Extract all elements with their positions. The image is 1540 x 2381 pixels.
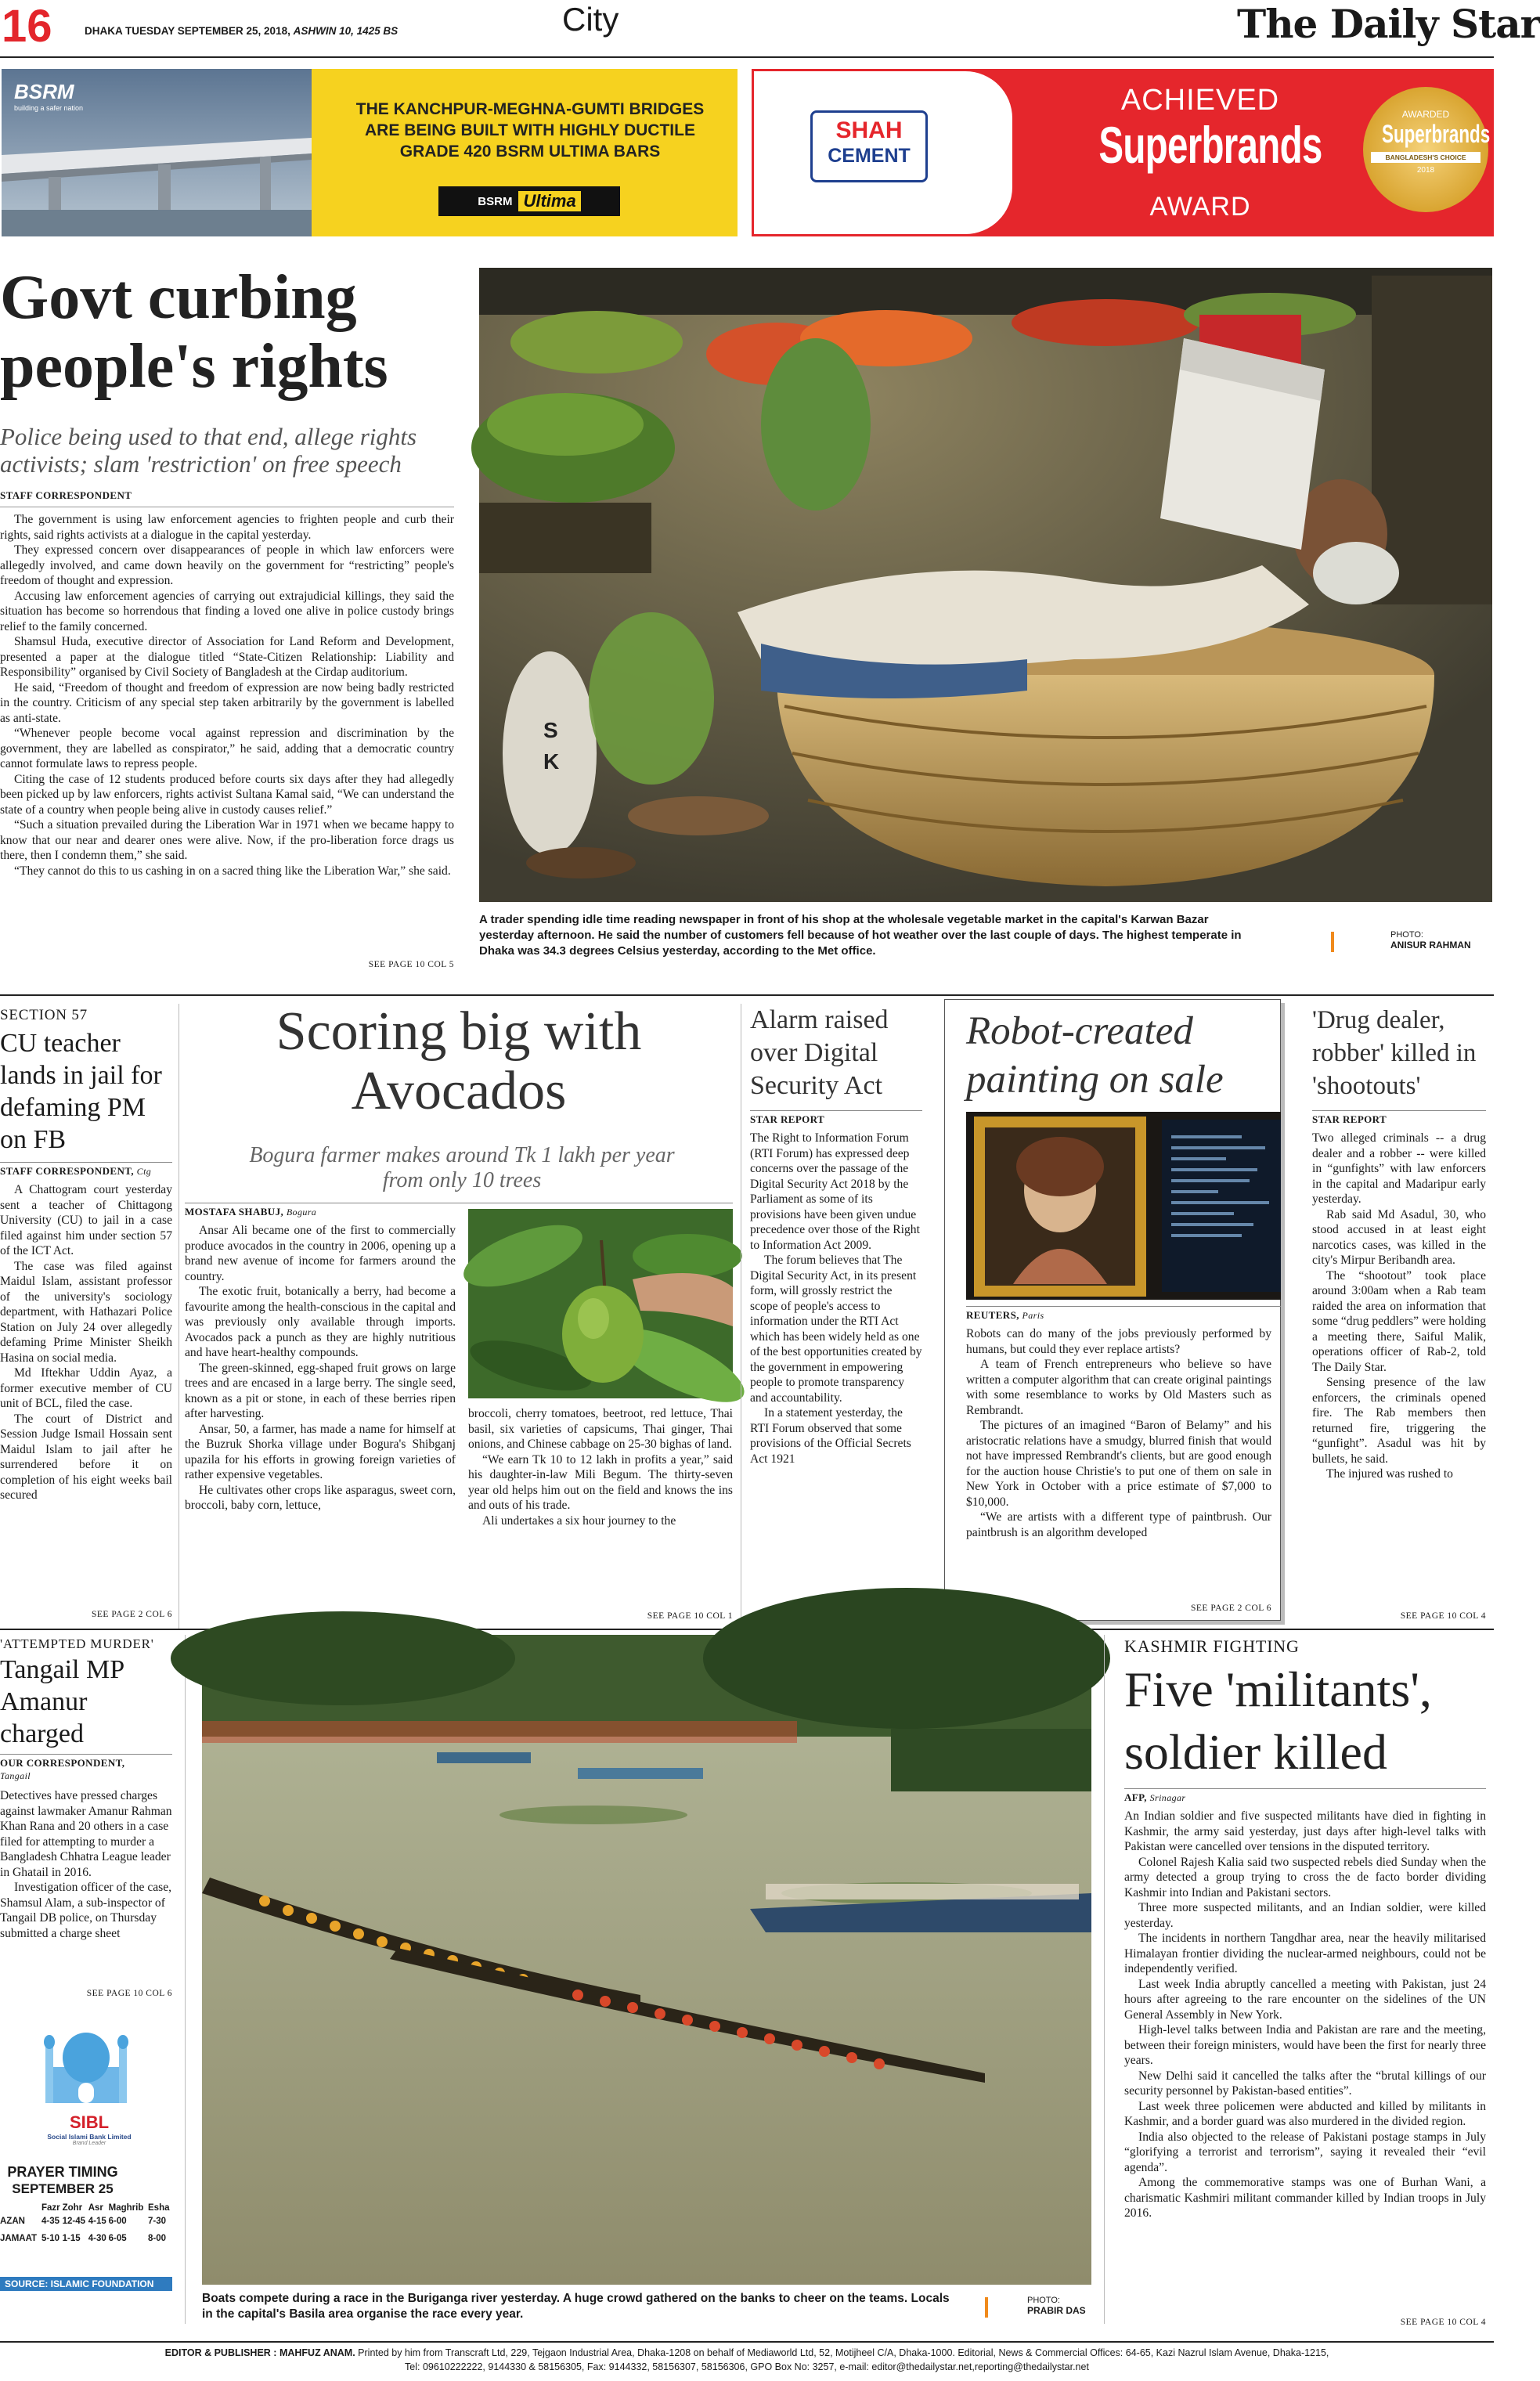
superbrands-badge [1363, 87, 1491, 212]
column-rule [1104, 1635, 1105, 2324]
kashmir-byline [1124, 1788, 1486, 1804]
dateline [85, 25, 398, 37]
kashmir-byline-place: Srinagar [1149, 1792, 1186, 1803]
robot-body [966, 1326, 1271, 1605]
avocado-paragraph: broccoli, cherry tomatoes, beetroot, red lettuce, Thai basil, six varieties of capsicums, Thai ginger, Thai onions, and Chinese cabbage on 25-30 bighas of land. [468, 1407, 733, 1451]
bsrm-brand: BSRM [478, 194, 513, 208]
kashmir-paragraph: Three more suspected militants, and an Indian soldier, were killed yesterday. [1124, 1901, 1486, 1930]
drug-byline: STAR REPORT [1312, 1110, 1486, 1126]
robot-paragraph: “We are artists with a different type of paintbrush. Our paintbrush is an algorithm developed [966, 1510, 1271, 1539]
tangail-headline[interactable]: Tangail MP Amanur charged [0, 1655, 124, 1748]
lead-paragraph: The government is using law enforcement agencies to frighten people and curb their rights, said rights activists at a dialogue in the capital yesterday. [0, 513, 454, 542]
prayer-header-cell: Fazr [41, 2203, 60, 2213]
lead-paragraph: “Such a situation prevailed during the Liberation War in 1971 when we became happy to know that our near and dearer ones were alive. Now, if the pro-liberation force drags us there, then I condemn them,” she said. [0, 818, 454, 862]
prayer-table-header [0, 2203, 172, 2213]
lead-paragraph: “Whenever people become vocal against repression and discrimination by the government, they are labelled as conspirator,” he said, adding that a democratic country cannot formulate laws to repress people. [0, 727, 454, 770]
shah-logo-line2: CEMENT [828, 145, 911, 167]
avocado-image [468, 1209, 733, 1398]
credit-label: PHOTO: [1390, 930, 1423, 940]
bsrm-brand-block [438, 186, 620, 216]
shah-achieved: ACHIEVED [1120, 84, 1280, 117]
prayer-source: SOURCE: ISLAMIC FOUNDATION [0, 2277, 172, 2291]
tangail-body [0, 1788, 172, 1984]
kashmir-paragraph: Among the commemorative stamps was one of Burhan Wani, a charismatic Kashmiri militant commander killed by Indian troops in July 2016. [1124, 2176, 1486, 2220]
prayer-date: SEPTEMBER 25 [12, 2181, 114, 2196]
footer-rule [0, 2341, 1494, 2343]
prayer-row-jamaat [0, 2230, 172, 2247]
prayer-cell: 4-30 [88, 2234, 106, 2243]
dsa-headline[interactable]: Alarm raised over Digital Security Act [750, 1005, 889, 1100]
imprint-line-2: Tel: 09610222222, 9144330 & 58156305, Fax: 9144332, 58156307, 58156306, GPO Box No: 3257, e-mail: editor@thedailystar.net,reporting@thedailystar.net [405, 2361, 1089, 2372]
badge-brand: Superbrands [1382, 120, 1491, 148]
kashmir-body [1124, 1809, 1486, 2318]
prayer-cell: 6-00 [108, 2217, 127, 2226]
boat-photo-credit [1027, 2296, 1086, 2317]
prayer-header-cell: Zohr [62, 2203, 83, 2213]
sibl-logo-text: SIBL [69, 2112, 110, 2132]
prayer-cell: 6-05 [108, 2234, 127, 2243]
dateline-date: DHAKA TUESDAY SEPTEMBER 25, 2018, [85, 25, 290, 37]
lead-paragraph: They expressed concern over disappearances of people in which law enforcers were allegedly involved, and came down heavily on the government for “restricting” people's freedom of thought and expression. [0, 543, 454, 587]
prayer-header-cell: Asr [88, 2203, 103, 2213]
kashmir-paragraph: The incidents in northern Tangdhar area, near the heavily militarised Himalayan frontier dividing the nuclear-armed neighbours, could not be independently verified. [1124, 1932, 1486, 1975]
boat-photo-credit-bar [985, 2297, 988, 2318]
kashmir-paragraph: High-level talks between India and Pakistan are rare and the meeting, between their foreign ministers, would have been the first for nearly three years. [1124, 2023, 1486, 2067]
lead-body [0, 512, 454, 951]
masthead-rule [0, 56, 1494, 58]
drug-headline[interactable]: 'Drug dealer, robber' killed in 'shootouts' [1312, 1006, 1477, 1100]
drug-paragraph: The injured was rushed to [1326, 1467, 1453, 1481]
prayer-cell: 5-10 [41, 2234, 60, 2243]
tangail-jump-link[interactable]: SEE PAGE 10 COL 6 [86, 1989, 172, 1998]
sibl-tagline: Brand Leader [72, 2141, 106, 2146]
avocado-paragraph: He cultivates other crops like asparagus, sweet corn, broccoli, baby corn, lettuce, [185, 1483, 456, 1512]
credit-name: PRABIR DAS [1027, 2305, 1086, 2316]
kashmir-paragraph: Last week India abruptly cancelled a meeting with Pakistan, just 24 hours after agreeing to the rare encounter on the sidelines of the UN General Assembly in New York. [1124, 1977, 1486, 2022]
robot-photo [966, 1112, 1281, 1300]
bsrm-logo [14, 80, 83, 112]
lead-paragraph: “They cannot do this to us cashing in on a sacred thing like the Liberation War,” she said. [14, 864, 451, 878]
cu-headline[interactable]: CU teacher lands in jail for defaming PM on FB [0, 1029, 162, 1154]
kashmir-paragraph: Colonel Rajesh Kalia said two suspected rebels died Sunday when the army detected a group trying to cross the de facto border dividing Kashmir into Indian and Pakistani sectors. [1124, 1855, 1486, 1899]
tangail-paragraph: Detectives have pressed charges against lawmaker Amanur Rahman Khan Rana and 20 others in a case filed for attempting to murder a Bangladesh Chhatra League leader in Ghatail in 2016. [0, 1789, 172, 1879]
dsa-byline: STAR REPORT [750, 1110, 922, 1126]
drug-paragraph: Rab said Md Asadul, 30, who stood accused in at least eight narcotics cases, was killed in the city's Mirpur Beribandh area. [1312, 1207, 1486, 1267]
drug-jump-link[interactable]: SEE PAGE 10 COL 4 [1400, 1611, 1486, 1621]
section-name: City [562, 1, 619, 38]
kashmir-headline[interactable]: Five 'militants', soldier killed [1124, 1661, 1432, 1780]
drug-paragraph: Sensing presence of the law enforcers, the criminals opened fire. The Rab members then returned fire, triggering the “gunfight”. Asadul was hit by bullets, he said. [1312, 1376, 1486, 1466]
bsrm-headline: THE KANCHPUR-MEGHNA-GUMTI BRIDGES ARE BEING BUILT WITH HIGHLY DUCTILE GRADE 420 BSRM ULTIMA BARS [355, 100, 705, 161]
robot-paragraph: Robots can do many of the jobs previously performed by humans, but could they ever replace artists? [966, 1327, 1271, 1356]
lead-photo [479, 268, 1492, 902]
lead-paragraph: Accusing law enforcement agencies of carrying out extrajudicial killings, they said the situation has become so horrendous that finding a loved one alive in police custody brings relief to the family concerned. [0, 589, 454, 633]
shah-superbrands: Superbrands [1098, 116, 1322, 174]
boat-race-photo [202, 1635, 1091, 2285]
lead-bottom-rule [0, 994, 1494, 996]
imprint-text: Printed by him from Transcraft Ltd, 229, Tejgaon Industrial Area, Dhaka-1208 on behalf of Mediaworld Ltd, 52, Motijheel C/A, Dhaka-1000. Editorial, News & Commercial Offices: 64-65, Kazi Nazrul Islam Avenue, Dhaka-1215, [358, 2347, 1329, 2358]
avocado-byline-place: Bogura [286, 1207, 317, 1218]
robot-paragraph: The pictures of an imagined “Baron of Belamy” and his aristocratic relations have a smudgy, blurred finish that would not have impressed Rembrandt's clients, but are good enough for the auction house Christie's to put one of them on sale in New York in October with a price estimate of $7,000 to $10,000. [966, 1419, 1271, 1509]
avocado-paragraph: The green-skinned, egg-shaped fruit grows on large trees and are encased in a large berry. The single seed, known as a pit or stone, in each of these berries ripen after harvesting. [185, 1361, 456, 1420]
sibl-full-name: Social Islami Bank Limited [47, 2133, 132, 2141]
lead-photo-credit-bar [1331, 932, 1334, 952]
cu-paragraph: The court of District and Session Judge Ismail Hossain sent Maidul Islam to jail after he surrendered before it on completion of his eight weeks bail secured [0, 1412, 172, 1502]
kashmir-paragraph: India also objected to the release of Pakistani postage stamps in July “glorifying a terrorist and terrorism”, saying it revealed their “evil agenda”. [1124, 2130, 1486, 2174]
credit-label: PHOTO: [1027, 2296, 1060, 2305]
prayer-cell: 7-30 [148, 2217, 167, 2226]
shah-logo-line1: SHAH [835, 117, 903, 143]
avocado-byline-name: MOSTAFA SHABUJ [185, 1206, 281, 1218]
robot-byline-place: Paris [1022, 1310, 1044, 1321]
tangail-byline-name: OUR CORRESPONDENT, [0, 1757, 125, 1769]
sibl-logo [34, 2112, 144, 2146]
lead-headline[interactable]: Govt curbing people's rights [0, 263, 388, 401]
avocado-paragraph: Ansar Ali became one of the first to commercially produce avocados in the country in 2006, opening up a brand new avenue of income for farmers around the country. [185, 1224, 456, 1283]
boat-photo-caption: Boats compete during a race in the Buriganga river yesterday. A huge crowd gathered on the banks to cheer on the teams. Locals in the capital's Basila area organise the race every year. [202, 2292, 950, 2321]
boat-race-image [202, 1635, 1091, 2285]
dateline-bangla: ASHWIN 10, 1425 BS [293, 25, 399, 37]
avocado-paragraph: “We earn Tk 10 to 12 lakh in profits a year,” said his daughter-in-law Mili Begum. The thirty-seven year old helps him out on the field and knows the ins and outs of his trade. [468, 1452, 733, 1512]
prayer-box [0, 2012, 172, 2333]
kashmir-paragraph: An Indian soldier and five suspected militants have died in fighting in Kashmir, the army said yesterday, just days after high-level talks with Pakistan were cancelled over tensions in the disputed territory. [1124, 1809, 1486, 1853]
drug-paragraph: Two alleged criminals -- a drug dealer and a robber -- were killed in “gunfights” with law enforcers in the capital and Madaripur early yesterday. [1312, 1131, 1486, 1206]
lead-paragraph: Shamsul Huda, executive director of Association for Land Reform and Development, presented a paper at the dialogue titled “State-Citizen Relationship: Liability and Responsibility” organised by Civil Society of Bangladesh at the Cirdap auditorium. [0, 635, 454, 679]
imprint-line-1 [0, 2347, 1494, 2358]
lead-paragraph: He said, “Freedom of thought and freedom of expression are now being badly restricted in the country. Criticism of any special step taken arbitrarily by the government is labelled as anti-state. [0, 680, 454, 725]
cu-paragraph: The case was filed against Maidul Islam, assistant professor of the university's sociology department, with Hathazari Police Station on July 24 over allegedly defaming Prime Minister Sheikh Hasina on social media. [0, 1259, 172, 1365]
badge-year: 2018 [1416, 166, 1435, 175]
bsrm-ad[interactable] [2, 69, 738, 236]
page-number: 16 [2, 1, 52, 52]
vegetable-market-photo [479, 268, 1492, 902]
prayer-cell: 8-00 [148, 2234, 167, 2243]
prayer-title: PRAYER TIMING [7, 2164, 118, 2180]
kashmir-jump-link[interactable]: SEE PAGE 10 COL 4 [1400, 2318, 1486, 2327]
cu-body [0, 1182, 172, 1605]
shah-cement-ad[interactable] [752, 69, 1494, 236]
dsa-paragraph: In a statement yesterday, the RTI Forum observed that some provisions of the Official Secrets Act 1921 [750, 1406, 911, 1466]
cu-byline-place: Ctg [136, 1166, 152, 1177]
sack-text: S [543, 718, 558, 742]
lead-photo-credit [1390, 930, 1471, 951]
cu-paragraph: A Chattogram court yesterday sent a teacher of Chittagong University (CU) to jail in a case filed against him under section 57 of the ICT Act. [0, 1183, 172, 1257]
prayer-cell: 4-35 [41, 2217, 60, 2226]
avocado-paragraph: Ansar, 50, a farmer, has made a name for himself at the Buzruk Shorka village under Bogura's Shibganj upazila for his efforts in growing foreign varieties of rather expensive vegetables. [185, 1422, 456, 1481]
avocado-body-col2 [468, 1406, 733, 1607]
lead-deck: Police being used to that end, allege rights activists; slam 'restriction' on free speech [0, 423, 417, 478]
kashmir-paragraph: Last week three policemen were abducted and killed by militants in Kashmir, and a border guard was also murdered in the divided region. [1124, 2099, 1486, 2128]
lead-photo-caption: A trader spending idle time reading newspaper in front of his shop at the wholesale vegetable market in the capital's Karwan Bazar yesterday afternoon. He said the number of customers fell because of hot weather over the last couple of days. The highest temperate in Dhaka was 34.3 degrees Celsius yesterday, according to the Met office. [479, 913, 1242, 958]
dsa-paragraph: The Right to Information Forum (RTI Forum) has expressed deep concerns over the passage of the Digital Security Act 2018 by the Parliament as some of its provisions have been given undue precedence over those of the Right to Information Act 2009. [750, 1131, 920, 1252]
avocado-jump-link[interactable]: SEE PAGE 10 COL 1 [647, 1611, 733, 1621]
prayer-cell: 4-15 [88, 2217, 106, 2226]
tangail-kicker: 'ATTEMPTED MURDER' [0, 1636, 154, 1651]
dsa-body [750, 1131, 922, 1608]
cu-byline: STAFF CORRESPONDENT, Ctg [0, 1162, 172, 1178]
column-rule [185, 1635, 186, 2324]
dsa-paragraph: The forum believes that The Digital Security Act, in its present form, will grossly restrict the scope of people's access to information under the RTI Act which has been widely held as one of the best opportunities created by the government in empowering people to promote transparency and accountability. [750, 1254, 922, 1405]
lead-jump-link[interactable]: SEE PAGE 10 COL 5 [368, 960, 454, 969]
badge-top: AWARDED [1401, 109, 1450, 120]
robot-jump-link[interactable]: SEE PAGE 2 COL 6 [1191, 1604, 1271, 1613]
prayer-header-cell [0, 2203, 41, 2213]
avocado-paragraph: Ali undertakes a six hour journey to the [482, 1513, 676, 1528]
prayer-cell: JAMAAT [0, 2234, 38, 2243]
robot-paragraph: A team of French entrepreneurs who believe so have written a computer algorithm that can create original paintings with some resemblance to works by Old Masters such as Rembrandt. [966, 1358, 1271, 1417]
tangail-byline [0, 1754, 172, 1782]
bsrm-logo-sub: building a safer nation [14, 104, 84, 112]
prayer-cell: AZAN [0, 2217, 25, 2226]
prayer-cell: 1-15 [62, 2234, 81, 2243]
drug-paragraph: The “shootout” took place around 3:00am when a Rab team raided the area on information that some “drug peddlers” were holding a meeting there, Saiful Malik, operations officer of Rab-2, told The Daily Star. [1312, 1268, 1486, 1374]
painting-image [966, 1112, 1281, 1300]
robot-byline: REUTERS, Paris [966, 1306, 1281, 1322]
badge-ribbon: BANGLADESH'S CHOICE [1371, 152, 1480, 163]
avocado-deck: Bogura farmer makes around Tk 1 lakh per year from only 10 trees [249, 1143, 675, 1192]
tangail-byline-place: Tangail [0, 1770, 31, 1781]
bsrm-logo-text: BSRM [14, 80, 74, 103]
avocado-body-col1 [185, 1223, 456, 1607]
sack-text-k: K [543, 749, 560, 774]
cu-byline-name: STAFF CORRESPONDENT [0, 1165, 132, 1177]
prayer-table [0, 2203, 172, 2247]
lead-byline: STAFF CORRESPONDENT [0, 489, 132, 501]
tangail-paragraph: Investigation officer of the case, Shamsul Alam, a sub-inspector of Tangail DB police, on Thursday submitted a charge sheet [0, 1881, 172, 1940]
prayer-cell: 12-45 [62, 2217, 86, 2226]
lead-paragraph: Citing the case of 12 students produced before courts six days after they had allegedly been picked up by law enforcers, rights activist Sultana Kamal said, “We can understand the state of a country when people being alive in custody causes relief.” [0, 772, 454, 817]
drug-body [1312, 1131, 1486, 1608]
cu-paragraph: Md Iftekhar Uddin Ayaz, a former executive member of CU unit of BCL, filed the case. [0, 1366, 172, 1410]
kashmir-paragraph: New Delhi said it cancelled the talks after the “brutal killings of our security personnel by Pakistan-based entities”. [1124, 2069, 1486, 2098]
cu-kicker: SECTION 57 [0, 1007, 88, 1023]
avocado-byline: MOSTAFA SHABUJ, Bogura [185, 1203, 733, 1218]
imprint-label: EDITOR & PUBLISHER : [164, 2347, 277, 2358]
shah-award: AWARD [1149, 192, 1251, 222]
credit-name: ANISUR RAHMAN [1390, 940, 1471, 951]
avocado-headline[interactable]: Scoring big with Avocados [276, 1001, 642, 1121]
imprint-editor: MAHFUZ ANAM. [279, 2347, 355, 2358]
prayer-header-cell: Maghrib [108, 2203, 144, 2213]
avocado-photo [468, 1209, 733, 1398]
prayer-row-azan [0, 2213, 172, 2230]
robot-byline-name: REUTERS [966, 1309, 1017, 1321]
paper-logo: The Daily Star [1237, 1, 1540, 47]
cu-jump-link[interactable]: SEE PAGE 2 COL 6 [92, 1610, 172, 1619]
avocado-paragraph: The exotic fruit, botanically a berry, had become a favourite among the health-conscious in the capital and was previously only available through imports. Avocados pack a punch as they are highly nutritious and have heart-healthy compounds. [185, 1285, 456, 1359]
prayer-header-cell: Esha [148, 2203, 170, 2213]
ultima-badge: Ultima [518, 191, 580, 211]
kashmir-byline-name: AFP, [1124, 1791, 1147, 1803]
shah-logo [810, 110, 928, 182]
robot-headline[interactable]: Robot-created painting on sale [966, 1009, 1224, 1102]
mosque-icon [42, 2020, 130, 2106]
kashmir-kicker: KASHMIR FIGHTING [1124, 1636, 1300, 1656]
